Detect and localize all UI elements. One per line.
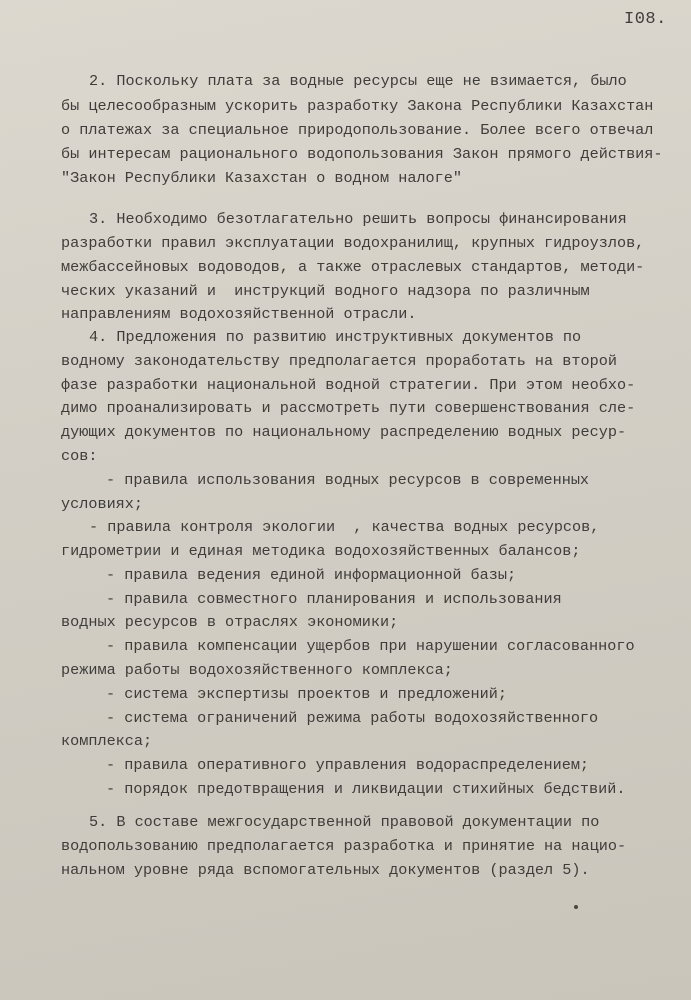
text-line: бы целесообразным ускорить разработку Закона Республики Казахстан: [61, 97, 654, 115]
ink-dot: [574, 905, 578, 909]
list-item: - система ограничений режима работы водохозяйственного: [106, 709, 599, 727]
list-item: - система экспертизы проектов и предложений;: [106, 685, 508, 703]
list-item: - правила оперативного управления водораспределением;: [106, 756, 590, 774]
text-line: 5. В составе межгосударственной правовой документации по: [89, 813, 600, 831]
page-number: I08.: [624, 10, 667, 29]
list-item: - правила контроля экологии , качества водных ресурсов,: [89, 518, 600, 536]
list-item: - порядок предотвращения и ликвидации стихийных бедствий.: [106, 780, 626, 798]
text-line: направлениям водохозяйственной отрасли.: [61, 305, 417, 323]
text-line: сов:: [61, 447, 98, 465]
text-line: бы интересам рационального водопользования Закон прямого действия-: [61, 145, 663, 163]
text-line: разработки правил эксплуатации водохранилищ, крупных гидроузлов,: [61, 234, 645, 252]
text-line: условиях;: [61, 495, 144, 513]
text-line: 4. Предложения по развитию инструктивных документов по: [89, 328, 582, 346]
list-item: - правила компенсации ущербов при нарушении согласованного: [106, 637, 635, 655]
text-line: 3. Необходимо безотлагательно решить вопросы финансирования: [89, 210, 627, 228]
text-line: комплекса;: [61, 732, 153, 750]
text-line: дующих документов по национальному распределению водных ресур-: [61, 423, 627, 441]
text-line: 2. Поскольку плата за водные ресурсы еще не взимается, было: [89, 72, 627, 90]
text-line: водопользованию предполагается разработка и принятие на нацио-: [61, 837, 627, 855]
text-line: режима работы водохозяйственного комплекса;: [61, 661, 453, 679]
text-line: о платежах за специальное природопользование. Более всего отвечал: [61, 121, 654, 139]
list-item: - правила совместного планирования и использования: [106, 590, 562, 608]
text-line: межбассейновых водоводов, а также отраслевых стандартов, методи-: [61, 258, 645, 276]
text-line: нальном уровне ряда вспомогательных документов (раздел 5).: [61, 861, 590, 879]
text-line: ческих указаний и инструкций водного надзора по различным: [61, 282, 590, 300]
text-line: гидрометрии и единая методика водохозяйственных балансов;: [61, 542, 581, 560]
list-item: - правила ведения единой информационной базы;: [106, 566, 517, 584]
text-line: водных ресурсов в отраслях экономики;: [61, 613, 399, 631]
text-line: "Закон Республики Казахстан о водном налоге": [61, 169, 463, 187]
text-line: фазе разработки национальной водной стратегии. При этом необхо-: [61, 376, 636, 394]
list-item: - правила использования водных ресурсов в современных: [106, 471, 590, 489]
text-line: димо проанализировать и рассмотреть пути совершенствования сле-: [61, 399, 636, 417]
text-line: водному законодательству предполагается проработать на второй: [61, 352, 617, 370]
